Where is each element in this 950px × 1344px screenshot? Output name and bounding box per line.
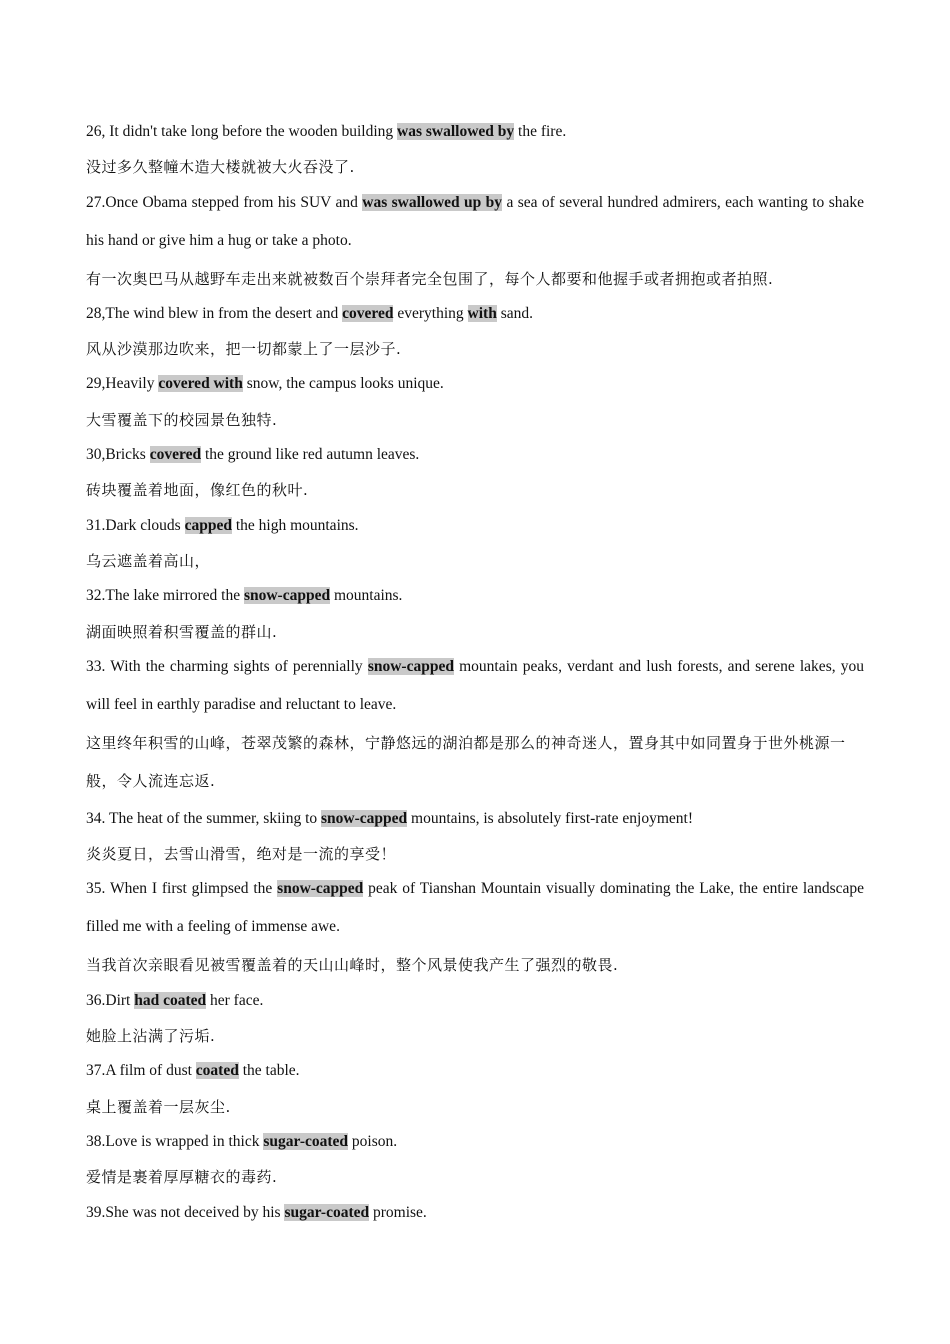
sentence-number: 29,	[86, 375, 106, 393]
sentence-en-38: 38.Love is wrapped in thick sugar-coated poison.	[86, 1132, 398, 1150]
highlighted-phrase: covered with	[158, 375, 243, 393]
sentence-number: 35.	[86, 880, 110, 898]
sentence-number: 33.	[86, 657, 111, 675]
highlighted-phrase: snow-capped	[321, 809, 408, 827]
highlighted-phrase: covered	[149, 446, 202, 464]
sentence-number: 26,	[86, 123, 110, 140]
highlighted-phrase: snow-capped	[367, 657, 454, 675]
sentence-zh-28: 风从沙漠那边吹来，把一切都蒙上了一层沙子.	[86, 340, 402, 359]
sentence-en-37: 37.A film of dust coated the table.	[86, 1062, 300, 1080]
highlighted-phrase: snow-capped	[243, 587, 331, 605]
sentence-en-33: 33. With the charming sights of perennially snow-capped mountain peaks, verdant and lush forests, and serene lakes, you will feel in earthly paradise and reluctant to leave.	[86, 657, 864, 713]
sentence-en-32: 32.The lake mirrored the snow-capped mountains.	[86, 587, 403, 605]
sentence-en-36: 36.Dirt had coated her face.	[86, 991, 264, 1009]
sentence-en-35: 35. When I first glimpsed the snow-capped peak of Tianshan Mountain visually dominating the Lake, the entire landscape filled me with a feeling of immense awe.	[86, 880, 864, 936]
sentence-number: 27.	[86, 193, 106, 211]
sentence-number: 39.	[86, 1203, 106, 1221]
sentence-zh-29: 大雪覆盖下的校园景色独特.	[86, 410, 278, 429]
sentence-zh-30: 砖块覆盖着地面，像红色的秋叶.	[86, 481, 309, 500]
highlighted-phrase: capped	[184, 516, 232, 534]
sentence-zh-38: 爱情是裹着厚厚糖衣的毒药.	[86, 1168, 278, 1187]
document-body	[86, 113, 864, 1229]
sentence-zh-33: 这里终年积雪的山峰，苍翠茂繁的森林，宁静悠远的湖泊都是那么的神奇迷人，置身其中如同置身于世外桃源一般，令人流连忘返.	[86, 733, 846, 790]
sentence-en-29: 29,Heavily covered with snow, the campus looks unique.	[86, 375, 444, 393]
sentence-zh-35: 当我首次亲眼看见被雪覆盖着的天山山峰时，整个风景使我产生了强烈的敬畏.	[86, 956, 619, 975]
highlighted-phrase: sugar-coated	[263, 1132, 349, 1150]
highlighted-phrase: with	[467, 304, 497, 322]
sentence-en-39: 39.She was not deceived by his sugar-coated promise.	[86, 1203, 427, 1221]
sentence-number: 30,	[86, 446, 106, 464]
sentence-number: 38.	[86, 1132, 106, 1150]
sentence-number: 36.	[86, 991, 106, 1009]
sentence-zh-32: 湖面映照着积雪覆盖的群山.	[86, 622, 278, 641]
sentence-zh-26: 没过多久整幢木造大楼就被大火吞没了.	[86, 158, 355, 177]
highlighted-phrase: was swallowed up by	[362, 193, 503, 211]
highlighted-phrase: had coated	[134, 991, 207, 1009]
sentence-zh-31: 乌云遮盖着高山，	[86, 551, 211, 570]
sentence-number: 28,	[86, 304, 106, 322]
highlighted-phrase: coated	[195, 1062, 239, 1080]
sentence-en-27: 27.Once Obama stepped from his SUV and was swallowed up by a sea of several hundred admirers, each wanting to shake his hand or give him a hug or take a photo.	[86, 193, 864, 249]
sentence-en-31: 31.Dark clouds capped the high mountains.	[86, 516, 359, 534]
highlighted-phrase: sugar-coated	[284, 1203, 370, 1221]
sentence-number: 34.	[86, 809, 109, 827]
sentence-en-26: 26, It didn't take long before the wooden building was swallowed by the fire.	[86, 123, 567, 140]
sentence-en-28: 28,The wind blew in from the desert and covered everything with sand.	[86, 304, 533, 322]
sentence-zh-34: 炎炎夏日，去雪山滑雪，绝对是一流的享受！	[86, 845, 397, 864]
sentence-number: 37.	[86, 1062, 106, 1080]
sentence-en-30: 30,Bricks covered the ground like red autumn leaves.	[86, 446, 420, 464]
sentence-number: 32.	[86, 587, 106, 605]
highlighted-phrase: was swallowed by	[397, 123, 515, 140]
sentence-zh-36: 她脸上沾满了污垢.	[86, 1027, 216, 1046]
sentence-en-34: 34. The heat of the summer, skiing to snow-capped mountains, is absolutely first-rate enjoyment!	[86, 809, 693, 827]
sentence-number: 31.	[86, 516, 106, 534]
sentence-zh-37: 桌上覆盖着一层灰尘.	[86, 1097, 231, 1116]
highlighted-phrase: covered	[342, 304, 394, 322]
sentence-zh-27: 有一次奥巴马从越野车走出来就被数百个崇拜者完全包围了，每个人都要和他握手或者拥抱或者拍照.	[86, 269, 774, 288]
highlighted-phrase: snow-capped	[277, 880, 364, 898]
